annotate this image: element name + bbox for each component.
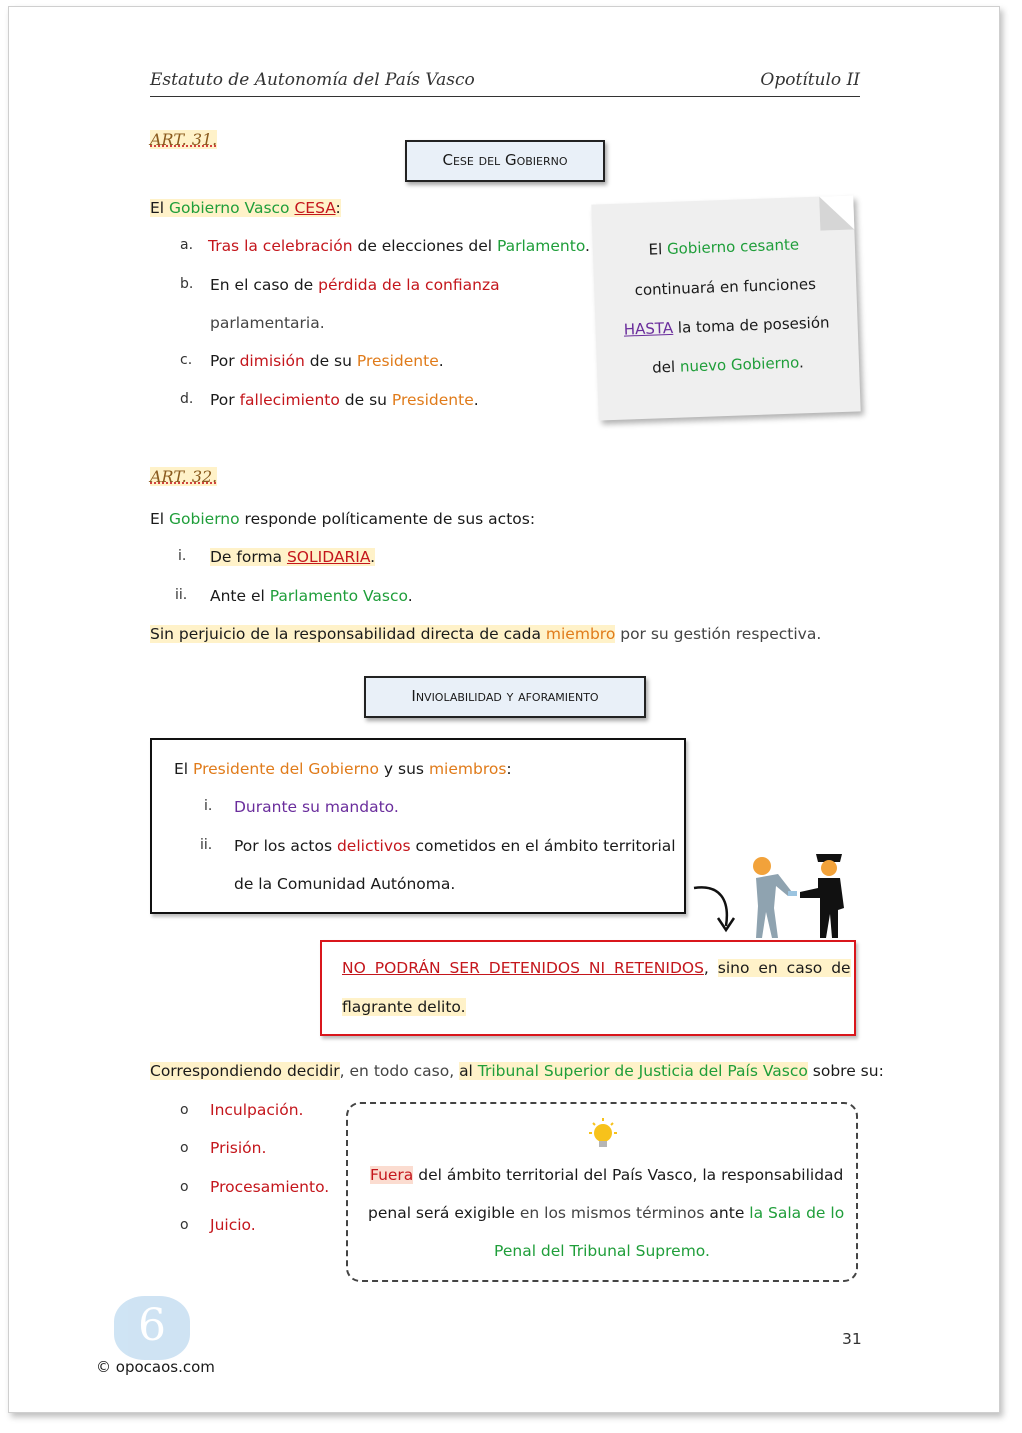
warning-text: NO PODRÁN SER DETENIDOS NI RETENIDOS, sino en caso de <box>342 959 851 977</box>
art32-tail: Sin perjuicio de la responsabilidad directa de cada miembro por su gestión respectiva. <box>150 625 822 643</box>
list-item: Por fallecimiento de su Presidente. <box>210 391 479 409</box>
article-31-label: ART. 31. <box>150 130 218 149</box>
list-item: Durante su mandato. <box>234 798 399 816</box>
list-item-continuation: de la Comunidad Autónoma. <box>234 875 456 893</box>
list-marker: ii. <box>200 837 213 853</box>
bullet-icon: o <box>180 1217 189 1233</box>
lightbulb-icon <box>586 1116 620 1156</box>
logo-letter: 6 <box>138 1300 166 1351</box>
list-item: Ante el Parlamento Vasco. <box>210 587 413 605</box>
list-marker: i. <box>204 798 213 814</box>
list-item: Por los actos delictivos cometidos en el ámbito territorial <box>234 837 676 855</box>
list-item: En el caso de pérdida de la confianza <box>210 276 500 294</box>
section-title-cese <box>405 140 605 182</box>
bullet-icon: o <box>180 1179 189 1195</box>
list-marker: d. <box>180 391 194 407</box>
list-item: Procesamiento. <box>210 1178 330 1196</box>
curved-arrow-icon <box>690 880 740 936</box>
list-marker: i. <box>178 548 187 564</box>
note-line: del nuevo Gobierno. <box>651 353 805 377</box>
art31-intro: El Gobierno Vasco CESA: <box>150 199 341 217</box>
section-title-text: Cese del Gobierno <box>442 151 568 169</box>
art32-intro: El Gobierno responde políticamente de sus actos: <box>150 510 536 528</box>
arrest-illustration-icon <box>748 848 852 940</box>
header-title: Estatuto de Autonomía del País Vasco <box>150 70 475 90</box>
warning-box <box>320 940 856 1036</box>
note-line: El Gobierno cesante <box>648 235 800 259</box>
page-header <box>150 68 860 97</box>
header-section: Opotítulo II <box>760 70 860 90</box>
list-marker: c. <box>180 352 193 368</box>
list-item: Prisión. <box>210 1139 267 1157</box>
brand-link[interactable]: © opocaos.com <box>96 1358 215 1376</box>
tribunal-intro: Correspondiendo decidir, en todo caso, al Tribunal Superior de Justicia del País Vasco sobre su: <box>150 1062 884 1080</box>
section-title-text: Inviolabilidad y aforamiento <box>411 687 599 705</box>
page-fold-icon <box>819 195 854 230</box>
note-line: continuará en funciones <box>634 274 817 300</box>
page-number: 31 <box>842 1330 862 1348</box>
list-item: Tras la celebración de elecciones del Parlamento. <box>208 237 590 255</box>
list-marker: b. <box>180 276 194 292</box>
list-marker: a. <box>180 237 194 253</box>
list-marker: ii. <box>175 587 188 603</box>
tip-line: Fuera del ámbito territorial del País Vasco, la responsabilidad <box>370 1166 844 1184</box>
note-line: HASTA la toma de posesión <box>623 313 830 339</box>
sticky-note <box>591 195 860 420</box>
bullet-icon: o <box>180 1140 189 1156</box>
list-item: Por dimisión de su Presidente. <box>210 352 444 370</box>
section-title-inviolabilidad <box>364 676 646 718</box>
list-item: Inculpación. <box>210 1101 304 1119</box>
list-item: Juicio. <box>210 1216 256 1234</box>
tip-line: Penal del Tribunal Supremo. <box>494 1242 710 1260</box>
list-item-continuation: parlamentaria. <box>210 314 325 332</box>
opocaos-logo <box>114 1296 190 1360</box>
bullet-icon: o <box>180 1102 189 1118</box>
inviolabilidad-box <box>150 738 686 914</box>
warning-text-continuation: flagrante delito. <box>342 998 466 1016</box>
tip-box <box>346 1102 858 1282</box>
article-32-label: ART. 32. <box>150 467 218 486</box>
list-item: De forma SOLIDARIA. <box>210 548 376 566</box>
tip-line: penal será exigible en los mismos términos ante la Sala de lo <box>368 1204 845 1222</box>
box-intro: El Presidente del Gobierno y sus miembros: <box>174 760 512 778</box>
